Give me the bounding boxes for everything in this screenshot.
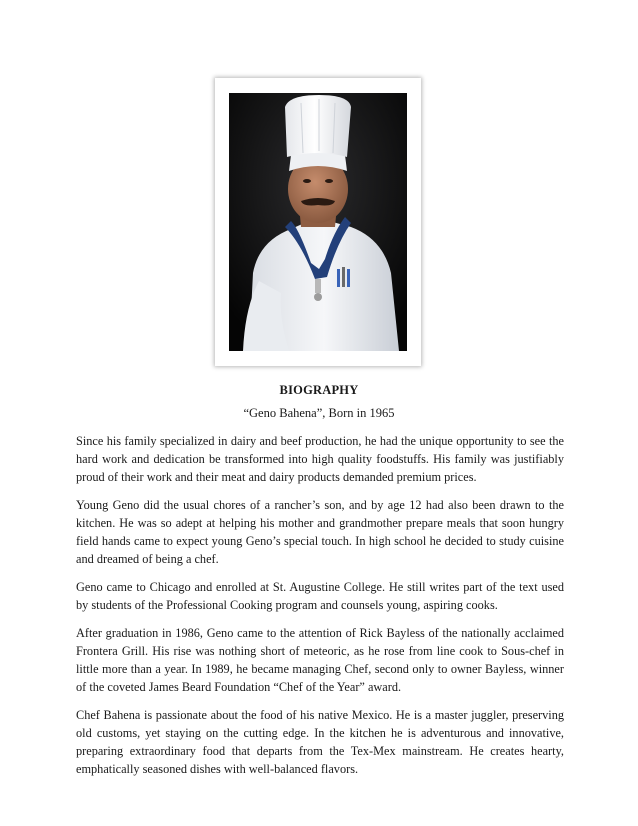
photo-frame <box>215 78 421 366</box>
biography-paragraph: After graduation in 1986, Geno came to the attention of Rick Bayless of the nationally acclaimed Frontera Grill. His rise was nothing short of meteoric, as he rose from line cook to Sous-chef in little more than a year. In 1989, he became managing Chef, second only to owner Bayless, winner of the coveted James Beard Foundation “Chef of the Year” award. <box>76 626 564 694</box>
biography-paragraph: Since his family specialized in dairy and beef production, he had the unique opportunity to see the hard work and dedication be transformed into high quality foodstuffs. His family was justifiably proud of their work and their meat and dairy products demanded premium prices. <box>76 434 564 484</box>
biography-paragraph: Geno came to Chicago and enrolled at St. Augustine College. He still writes part of the text used by students of the Professional Cooking program and counsels young, aspiring cooks. <box>76 580 564 612</box>
biography-body <box>76 432 564 788</box>
biography-heading: BIOGRAPHY <box>279 383 359 397</box>
biography-subheading: “Geno Bahena”, Born in 1965 <box>243 406 395 420</box>
biography-paragraph: Young Geno did the usual chores of a rancher’s son, and by age 12 had also been drawn to the kitchen. He was so adept at helping his mother and grandmother prepare meals that soon hungry field hands came to expect young Geno’s special touch. In high school he decided to study cuisine and dreamed of being a chef. <box>76 498 564 566</box>
chef-portrait-photo <box>229 93 407 351</box>
biography-paragraph: Chef Bahena is passionate about the food of his native Mexico. He is a master juggler, preserving old customs, yet staying on the cutting edge. In the kitchen he is adventurous and innovative, preparing extraordinary food that departs from the Tex-Mex mainstream. He creates hearty, emphatically seasoned dishes with well-balanced flavors. <box>76 708 564 776</box>
